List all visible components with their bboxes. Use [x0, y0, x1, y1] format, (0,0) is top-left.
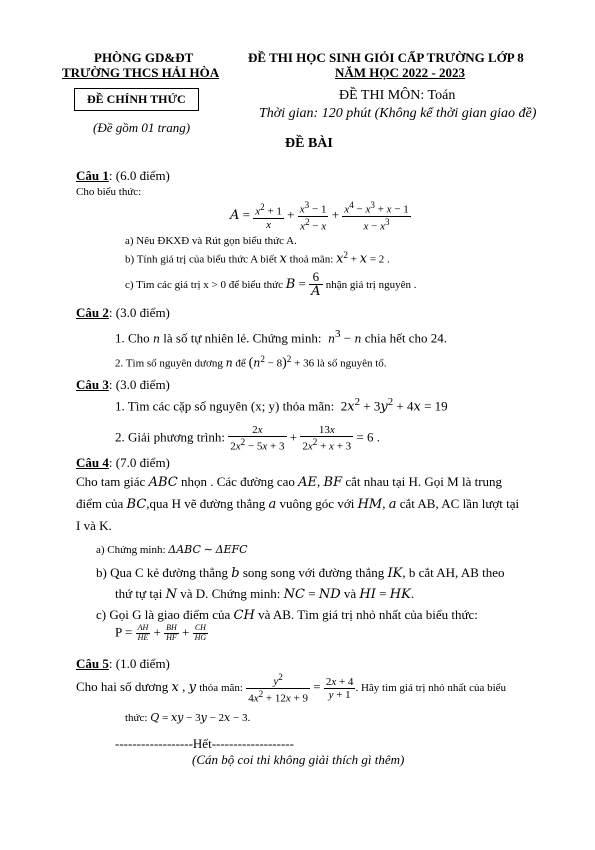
q4-formula-P: P = $\frac{AH}{HE}$ + $\frac{BH}{HF}$ + $\frac{CH}{HG}$ [115, 623, 207, 642]
school-department: PHÒNG GD&ĐT [94, 50, 194, 65]
exam-time: Thời gian: 120 phút (Không kể thời gian giao đề) [259, 106, 537, 121]
q5-heading: Câu 5: (1.0 điểm) [76, 656, 170, 671]
exam-heading: ĐỀ BÀI [285, 136, 333, 151]
q1-formula-A: A = $\frac{x^2 + 1}{x}$ + $\frac{x^3 - 1}{x^2 - x}$ + $\frac{x^4 - x^3 + x - 1}{x - x^3}$ [230, 200, 409, 233]
page-count: (Đề gồm 01 trang) [93, 120, 191, 135]
q4-part-a: a) Chứng minh: ΔABC ∼ ΔEFC [96, 543, 248, 556]
q1-heading [76, 168, 170, 184]
q4-line-2: điểm của BC,qua H vẽ đường thẳng a vuông góc với HM, a cắt AB, AC lần lượt tại [76, 496, 520, 512]
q3-part-2: 2. Giải phương trình: $\frac{2x}{2x^2 - 5x + 3}$ + $\frac{13x}{2x^2 + x + 3}$ = 6 . [115, 424, 380, 453]
q4-part-b-line2: thứ tự tại N và D. Chứng minh: NC = ND và HI = HK. [115, 586, 415, 602]
q1-part-b: b) Tính giá trị của biểu thức A biết x thoả mãn: $x^2 + x = 2$ . [125, 250, 390, 267]
q4-part-b: b) Qua C kẻ đường thẳng b song song với đường thẳng IK, b cắt AH, AB theo [96, 565, 505, 581]
proctor-note: (Cán bộ coi thi không giải thích gì thêm) [192, 752, 405, 767]
q1-points: : (6.0 điểm) [108, 168, 170, 183]
q4-part-c: c) Gọi G là giao điểm của CH và AB. Tìm giá trị nhỏ nhất của biểu thức: [96, 607, 478, 623]
q5-line-1: Cho hai số dương x , y thỏa mãn: $\frac{y^2}{4x^2 + 12x + 9}$ = $\frac{2x + 4}{y + 1}$ . Hãy tìm giá trị nhỏ nhất của biểu [76, 672, 507, 705]
school-year: NĂM HỌC 2022 - 2023 [335, 65, 465, 80]
q1-label: Câu 1 [76, 168, 109, 183]
q4-line-1: Cho tam giác ABC nhọn . Các đường cao AE, BF cắt nhau tại H. Gọi M là trung [76, 474, 503, 490]
official-badge: ĐỀ CHÍNH THỨC [74, 88, 199, 111]
school-name: TRƯỜNG THCS HẢI HÒA [62, 65, 220, 80]
q5-label: Câu 5 [76, 656, 109, 671]
q5-line-2: thức: Q = xy − 3y − 2x − 3. [125, 711, 251, 724]
q3-part-1: 1. Tìm các cặp số nguyên (x; y) thỏa mãn: $2x^2 + 3y^2 + 4x = 19$ [115, 396, 448, 415]
end-marker: ------------------Hết------------------- [115, 736, 294, 751]
q2-part-1: 1. Cho n là số tự nhiên lẻ. Chứng minh: $n^3 - n$ chia hết cho 24. [115, 328, 448, 346]
q1-part-a: a) Nêu ĐKXĐ và Rút gọn biểu thức A. [125, 235, 297, 247]
q2-part-2: 2. Tìm số nguyên dương n để $(n^2 - 8)^2 + 36$ là số nguyên tố. [115, 354, 387, 371]
exam-title: ĐỀ THI HỌC SINH GIỎI CẤP TRƯỜNG LỚP 8 [248, 50, 524, 65]
q4-label: Câu 4 [76, 455, 109, 470]
q3-label: Câu 3 [76, 377, 109, 392]
q2-heading: Câu 2: (3.0 điểm) [76, 305, 170, 320]
q4-line-3: I và K. [76, 518, 112, 533]
q3-heading: Câu 3: (3.0 điểm) [76, 377, 170, 392]
q1-part-c: c) Tìm các giá trị x > 0 để biểu thức B = $\frac{6}{A}$ nhận giá trị nguyên . [125, 269, 417, 300]
q2-label: Câu 2 [76, 305, 109, 320]
q1-intro: Cho biểu thức: [76, 186, 142, 198]
exam-subject: ĐỀ THI MÔN: Toán [339, 88, 456, 103]
q4-heading: Câu 4: (7.0 điểm) [76, 455, 170, 470]
